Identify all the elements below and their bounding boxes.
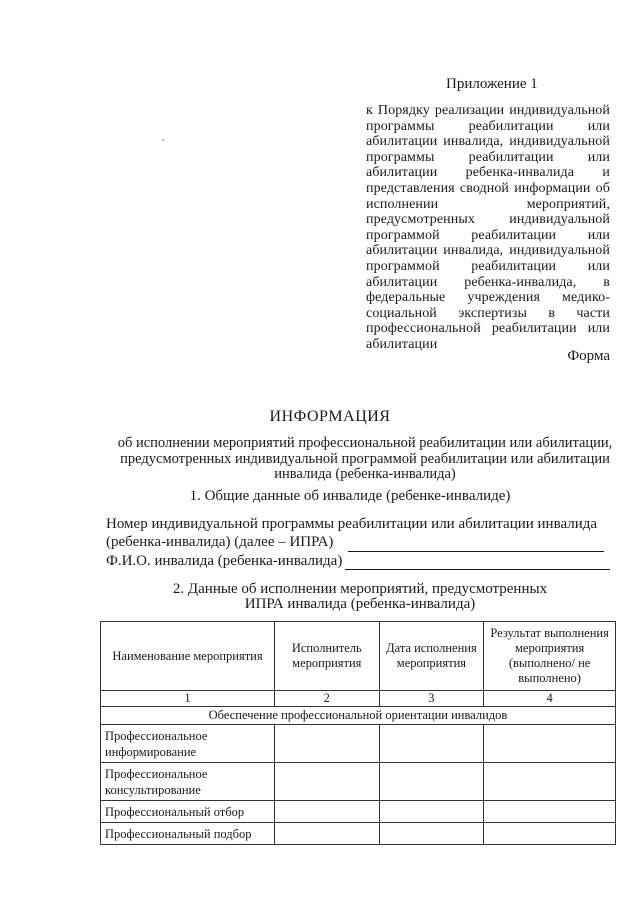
measure-name: Профессиональное консультирование (101, 763, 275, 801)
date-cell[interactable] (379, 763, 484, 801)
group-heading: Обеспечение профессиональной ориентации инвалидов (101, 707, 616, 725)
ipra-number-label-cont: (ребенка-инвалида) (далее – ИПРА) (106, 534, 334, 550)
section2-heading-line1: 2. Данные об исполнении мероприятий, предусмотренных (172, 581, 548, 597)
column-number: 3 (379, 691, 484, 707)
table-row (101, 801, 616, 823)
scan-speck (162, 139, 164, 141)
table-row (101, 823, 616, 845)
measure-name: Профессиональный отбор (101, 801, 275, 823)
appendix-title: Приложение 1 (446, 76, 538, 92)
measures-table (100, 621, 616, 845)
section2-heading (140, 582, 580, 612)
date-cell[interactable] (379, 801, 484, 823)
section1-heading: 1. Общие данные об инвалиде (ребенке-инвалиде) (189, 488, 511, 504)
document-title: ИНФОРМАЦИЯ (269, 408, 391, 425)
result-cell[interactable] (484, 801, 616, 823)
table-row (101, 725, 616, 763)
fio-label: Ф.И.О. инвалида (ребенка-инвалида) (106, 553, 343, 569)
executor-cell[interactable] (275, 725, 380, 763)
result-cell[interactable] (484, 763, 616, 801)
column-number: 2 (275, 691, 380, 707)
executor-cell[interactable] (275, 763, 380, 801)
date-cell[interactable] (379, 725, 484, 763)
header-measure-name: Наименование мероприятия (101, 622, 275, 691)
document-subtitle: об исполнении мероприятий профессиональной реабилитации или абилитации, предусмотренных индивидуальной программой реабилитации или абилитации инвалида (ребенка-инвалида) (117, 435, 613, 482)
result-cell[interactable] (484, 823, 616, 845)
header-executor: Исполнитель мероприятия (275, 622, 380, 691)
column-number-row (101, 691, 616, 707)
table-row (101, 763, 616, 801)
measure-name: Профессиональный подбор (101, 823, 275, 845)
group-row (101, 707, 616, 725)
fio-field[interactable] (345, 569, 610, 570)
section2-heading-line2: ИПРА инвалида (ребенка-инвалида) (244, 596, 476, 612)
ipra-number-field[interactable] (348, 551, 604, 552)
column-number: 1 (101, 691, 275, 707)
column-number: 4 (484, 691, 616, 707)
table-header-row (101, 622, 616, 691)
ipra-number-label: Номер индивидуальной программы реабилитации или абилитации инвалида (106, 516, 598, 532)
measure-name: Профессиональное информирование (101, 725, 275, 763)
executor-cell[interactable] (275, 801, 380, 823)
header-result: Результат выполнения мероприятия (выполнено/ не выполнено) (484, 622, 616, 691)
appendix-reference: к Порядку реализации индивидуальной программы реабилитации или абилитации инвалида, индивидуальной программы реабилитации или абилитации ребенка-инвалида и представления сводной информации об исполнении мероприятий, предусмотренных индивидуальной программой реабилитации или абилитации инвалида, индивидуальной программой реабилитации или абилитации ребенка-инвалида, в федеральные учреждения медико-социальной экспертизы в части профессиональной реабилитации или абилитации (366, 103, 610, 352)
form-label: Форма (567, 348, 610, 364)
result-cell[interactable] (484, 725, 616, 763)
executor-cell[interactable] (275, 823, 380, 845)
date-cell[interactable] (379, 823, 484, 845)
header-date: Дата исполнения мероприятия (379, 622, 484, 691)
